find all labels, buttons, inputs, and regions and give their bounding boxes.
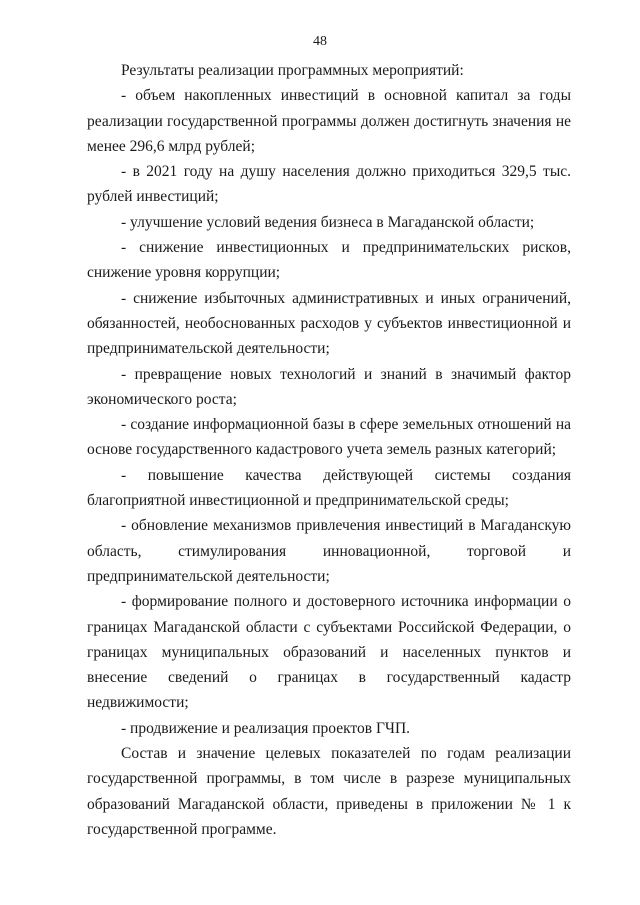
page-number: 48 xyxy=(313,34,327,49)
paragraph-boundaries-info: - формирование полного и достоверного источника информации о границах Магаданской области с субъектами Российской Федерации, о границах муниципальных образований и населенных пунктов и внесение сведений о границах в государственный кадастр недвижимости; xyxy=(87,593,571,712)
paragraph-risk-reduction: - снижение инвестиционных и предпринимательских рисков, снижение уровня коррупции; xyxy=(87,239,571,282)
paragraph-technology-growth: - превращение новых технологий и знаний в значимый фактор экономического роста; xyxy=(87,365,571,408)
paragraph-quality-improvement: - повышение качества действующей системы создания благоприятной инвестиционной и предпринимательской среды; xyxy=(87,466,571,510)
paragraph-land-database: - создание информационной базы в сфере земельных отношений на основе государственного кадастрового учета земель разных категорий; xyxy=(87,416,571,459)
paragraph-results-heading: Результаты реализации программных мероприятий: xyxy=(121,62,464,79)
paragraph-investment-volume: - объем накопленных инвестиций в основной капитал за годы реализации государственной программы должен достигнуть значения не менее 296,6 млрд рублей; xyxy=(87,87,571,155)
document-body xyxy=(87,58,571,842)
paragraph-restrictions-reduction: - снижение избыточных административных и иных ограничений, обязанностей, необоснованных расходов у субъектов инвестиционной и предпринимательской деятельности; xyxy=(87,289,571,358)
paragraph-target-indicators: Состав и значение целевых показателей по годам реализации государственной программы, в том числе в разрезе муниципальных образований Магаданской области, приведены в приложении № 1 к государственной программе. xyxy=(87,745,571,838)
paragraph-mechanisms-update: - обновление механизмов привлечения инвестиций в Магаданскую область, стимулирования инновационной, торговой и предпринимательской деятельности; xyxy=(87,517,571,585)
paragraph-investment-per-capita: - в 2021 году на душу населения должно приходиться 329,5 тыс. рублей инвестиций; xyxy=(87,163,571,206)
paragraph-ppp-projects: - продвижение и реализация проектов ГЧП. xyxy=(121,719,411,737)
paragraph-business-conditions: - улучшение условий ведения бизнеса в Магаданской области; xyxy=(121,213,535,231)
